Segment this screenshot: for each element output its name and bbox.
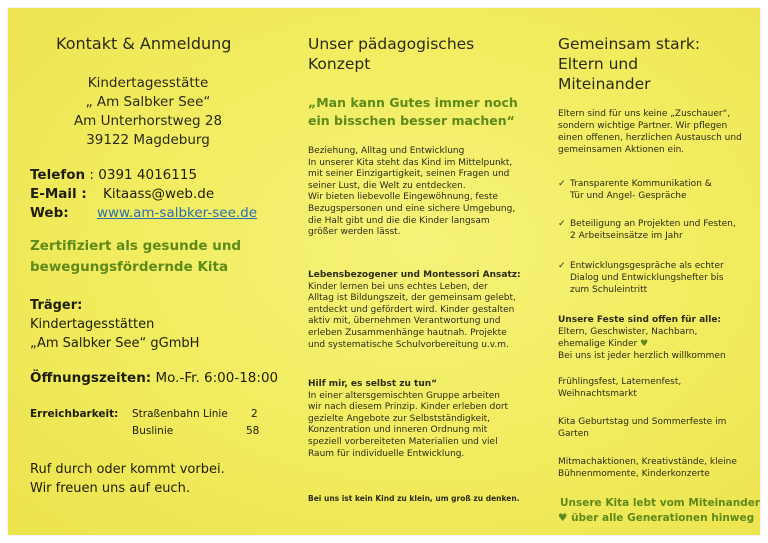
certification-line-2: bewegungsfördernde Kita: [30, 259, 229, 275]
checkmark-icon: ✓: [558, 261, 566, 271]
outro-text: [30, 460, 225, 498]
concept-column: [300, 8, 522, 535]
section-line: gezielte Angebote zur Selbstständigkeit,: [308, 413, 491, 424]
together-intro: [558, 108, 742, 156]
event-item: [558, 376, 681, 400]
festivals-title: Unsere Feste sind offen für alle:: [558, 315, 722, 325]
section-title: Hilf mir, es selbst zu tun“: [308, 379, 438, 389]
section-line: die Halt gibt und die die Kinder langsam: [308, 215, 490, 226]
email-row: [30, 185, 214, 204]
email-address[interactable]: Kitaass@web.de: [103, 186, 215, 202]
section-line: aktiv mit, übernehmen Verantwortung und: [308, 316, 501, 327]
section-title: Lebensbezogener und Montessori Ansatz:: [308, 270, 521, 280]
contact-column: [22, 8, 279, 535]
event-line: Kita Geburtstag und Sommerfeste im: [558, 417, 727, 427]
quote-line-1: „Man kann Gutes immer noch: [308, 95, 518, 110]
phone-label: Telefon: [30, 167, 86, 183]
address-line-name: Kindertagesstätte: [87, 75, 209, 91]
check-text: Beteiligung an Projekten und Festen,: [570, 219, 736, 229]
web-label: Web:: [30, 205, 69, 221]
checkmark-icon: ✓: [558, 179, 566, 189]
check-text: Tür und Angel- Gespräche: [570, 191, 687, 201]
together-heading-line-1: Gemeinsam stark:: [558, 35, 701, 53]
outro-line-2: Wir freuen uns auf euch.: [30, 481, 190, 496]
sponsor-label: Träger:: [30, 298, 83, 313]
together-heading-line-3: Miteinander: [558, 75, 651, 93]
festivals-block: [558, 314, 726, 362]
closing-line-2: über alle Generationen hinweg: [571, 512, 755, 524]
section-line: wir nach diesem Prinzip. Kinder erleben dort: [308, 402, 509, 413]
intro-line: einen offenen, herzlichen Austausch und: [558, 133, 742, 143]
section-line: Wir bieten liebevolle Eingewöhnung, feste: [308, 192, 498, 203]
certification-note: [30, 236, 241, 278]
event-line: Frühlingsfest, Laternenfest,: [558, 377, 682, 387]
transit-bus-name: Buslinie: [132, 425, 174, 437]
section-line: Alltag ist Bildungszeit, der gemeinsam gelebt,: [308, 293, 516, 304]
concept-heading-line-2: Konzept: [308, 55, 371, 73]
section-line: mit seiner Einzigartigkeit, seinen Fragen und: [308, 169, 510, 180]
web-row: [30, 204, 257, 223]
section-line: In unserer Kita steht das Kind im Mittelpunkt,: [308, 157, 513, 168]
check-text: Entwicklungsgespräche als echter: [570, 261, 724, 271]
section-line: erleben Zusammenhänge hautnah. Projekte: [308, 327, 507, 338]
event-item: [558, 456, 737, 480]
intro-line: Eltern sind für uns keine „Zuschauer“,: [558, 109, 731, 119]
section-line: entdeckt und gefördert wird. Kinder gestalten: [308, 304, 515, 315]
section-line: seiner Lust, die Welt zu entdecken.: [308, 180, 466, 191]
address-line-street: Am Unterhorstweg 28: [73, 113, 223, 129]
outro-line-1: Ruf durch oder kommt vorbei.: [30, 462, 225, 477]
festivals-line: Eltern, Geschwister, Nachbarn,: [558, 327, 698, 337]
check-item-development: [558, 260, 724, 296]
check-text: Transparente Kommunikation &: [570, 179, 712, 189]
event-line: Bühnenmomente, Kinderkonzerte: [558, 469, 710, 479]
together-heading: [558, 34, 700, 94]
website-link[interactable]: www.am-salbker-see.de: [96, 205, 258, 221]
opening-hours: [30, 370, 278, 386]
concept-section-relationship: [308, 146, 515, 239]
concept-section-help-yourself: [308, 379, 508, 460]
concept-heading: [308, 34, 474, 74]
certification-line-1: Zertifiziert als gesunde und: [30, 238, 242, 254]
transit-bus-number: 58: [246, 425, 260, 437]
section-line: Bezugspersonen und eine sichere Umgebung,: [308, 203, 516, 214]
section-line: Konzentration und inneren Ordnung mit: [308, 425, 488, 436]
check-text: zum Schuleintritt: [570, 285, 648, 295]
section-line: größer werden lässt.: [308, 227, 401, 238]
opening-hours-label: Öffnungszeiten:: [30, 370, 152, 386]
email-label: E-Mail :: [30, 186, 87, 202]
section-line: In einer altersgemischten Gruppe arbeiten: [308, 390, 500, 401]
concept-tagline: Bei uns ist kein Kind zu klein, um groß zu denken.: [308, 494, 520, 503]
address-line-city: 39122 Magdeburg: [86, 132, 210, 148]
reach-label: Erreichbarkeit:: [30, 408, 119, 420]
heart-icon: ♥: [640, 339, 649, 349]
together-column: [546, 8, 760, 535]
heart-icon: ♥: [558, 512, 568, 524]
concept-heading-line-1: Unser pädagogisches: [308, 35, 475, 53]
section-line: Raum für individuelle Entwicklung.: [308, 448, 465, 459]
event-line: Garten: [558, 429, 589, 439]
event-line: Mitmachaktionen, Kreativstände, kleine: [558, 457, 737, 467]
concept-section-montessori: [308, 270, 521, 351]
transit-tram-name: Straßenbahn Linie: [132, 408, 228, 420]
together-heading-line-2: Eltern und: [558, 55, 639, 73]
event-item: [558, 416, 726, 440]
intro-line: sondern wichtige Partner. Wir pflegen: [558, 121, 728, 131]
festivals-line: ehemalige Kinder: [558, 339, 638, 349]
festivals-line: Bei uns ist jeder herzlich willkommen: [558, 351, 726, 361]
address-line-place: „ Am Salbker See“: [85, 94, 211, 110]
contact-heading: Kontakt & Anmeldung: [56, 34, 232, 53]
section-line: und systematische Schulvorbereitung u.v.m.: [308, 339, 509, 350]
phone-row: [30, 166, 197, 185]
opening-hours-value: Mo.-Fr. 6:00-18:00: [155, 370, 279, 386]
brochure-sheet: [8, 8, 760, 535]
sponsor-block: [30, 296, 199, 353]
quote-line-2: ein bisschen besser machen“: [308, 113, 515, 128]
phone-number[interactable]: : 0391 4016115: [89, 167, 198, 183]
intro-line: gemeinsamen Aktionen ein.: [558, 145, 685, 155]
sponsor-line-1: Kindertagesstätten: [30, 317, 155, 332]
transit-tram-number: 2: [251, 408, 258, 420]
concept-quote: [308, 94, 518, 130]
event-line: Weihnachtsmarkt: [558, 389, 637, 399]
check-item-participation: [558, 218, 736, 242]
check-text: Dialog und Entwicklungshefter bis: [570, 273, 724, 283]
sponsor-line-2: „Am Salbker See“ gGmbH: [30, 336, 200, 351]
check-item-communication: [558, 178, 712, 202]
checkmark-icon: ✓: [558, 219, 566, 229]
closing-statement: [558, 496, 760, 526]
check-text: 2 Arbeitseinsätze im Jahr: [570, 231, 683, 241]
section-title: Beziehung, Alltag und Entwicklung: [308, 146, 465, 156]
section-line: speziell vorbereiteten Materialien und viel: [308, 436, 498, 447]
closing-line-1: Unsere Kita lebt vom Miteinander: [560, 497, 760, 509]
section-line: Kinder lernen bei uns echtes Leben, der: [308, 281, 488, 292]
